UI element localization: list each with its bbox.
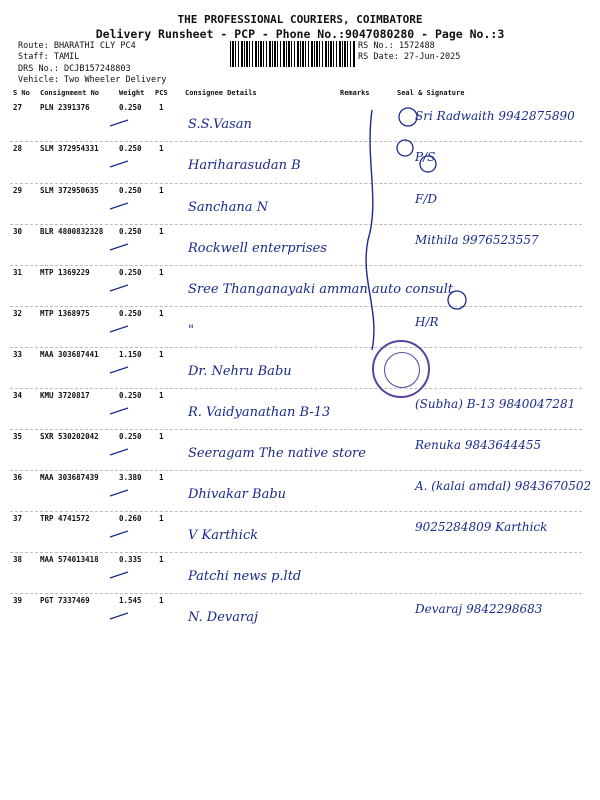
- check-mark-icon: [108, 401, 132, 411]
- check-mark-icon: [108, 360, 132, 370]
- rs-number: RS No.: 1572488: [358, 41, 435, 51]
- weight-cell: 0.250: [119, 432, 142, 441]
- column-header-signature: Seal & Signature: [397, 89, 465, 97]
- pcs-cell: 1: [159, 432, 164, 441]
- row-divider: [10, 183, 582, 184]
- check-mark-icon: [108, 483, 132, 493]
- consignee-handwriting: Dr. Nehru Babu: [188, 364, 292, 379]
- consignee-handwriting: R. Vaidyanathan B-13: [188, 405, 331, 420]
- row-divider: [10, 265, 582, 266]
- check-mark-icon: [108, 319, 132, 329]
- consignment-cell: KMU 3720817: [40, 391, 90, 400]
- column-header-sno: S No: [13, 89, 30, 97]
- pcs-cell: 1: [159, 391, 164, 400]
- consignee-handwriting: S.S.Vasan: [188, 117, 252, 132]
- drs-label: DRS No.: DCJB157248803: [18, 64, 131, 74]
- consignee-handwriting: ": [188, 323, 194, 338]
- consignee-handwriting: Rockwell enterprises: [188, 241, 327, 256]
- signature-handwriting: 9025284809 Karthick: [415, 520, 548, 534]
- consignment-cell: MTP 1369229: [40, 268, 90, 277]
- weight-cell: 0.250: [119, 144, 142, 153]
- pcs-cell: 1: [159, 350, 164, 359]
- pcs-cell: 1: [159, 596, 164, 605]
- consignee-handwriting: Sree Thanganayaki amman auto consult: [188, 282, 454, 297]
- pcs-cell: 1: [159, 186, 164, 195]
- sno-cell: 29: [13, 186, 23, 195]
- sno-cell: 38: [13, 555, 23, 564]
- runsheet-title: THE PROFESSIONAL COURIERS, COIMBATORE: [177, 13, 423, 26]
- sno-cell: 37: [13, 514, 23, 523]
- consignee-handwriting: V Karthick: [188, 528, 259, 543]
- consignment-cell: MAA 574013418: [40, 555, 99, 564]
- consignee-handwriting: Seeragam The native store: [188, 446, 366, 461]
- consignment-cell: SLM 372954331: [40, 144, 99, 153]
- consignee-handwriting: Sanchana N: [188, 200, 269, 215]
- row-divider: [10, 470, 582, 471]
- weight-cell: 0.335: [119, 555, 142, 564]
- consignment-cell: MAA 303687439: [40, 473, 99, 482]
- weight-cell: 0.260: [119, 514, 142, 523]
- check-mark-icon: [108, 113, 132, 123]
- signature-handwriting: F/D: [415, 192, 437, 206]
- row-divider: [10, 141, 582, 142]
- column-header-pcs: PCS: [155, 89, 168, 97]
- pcs-cell: 1: [159, 514, 164, 523]
- check-mark-icon: [108, 154, 132, 164]
- column-header-consignee: Consignee Details: [185, 89, 257, 97]
- check-mark-icon: [108, 524, 132, 534]
- signature-handwriting: Sri Radwaith 9942875890: [415, 109, 575, 123]
- signature-handwriting: H/R: [415, 315, 439, 329]
- signature-handwriting: (Subha) B-13 9840047281: [415, 397, 576, 411]
- weight-cell: 0.250: [119, 309, 142, 318]
- row-divider: [10, 552, 582, 553]
- pcs-cell: 1: [159, 103, 164, 112]
- column-header-consignment: Consignment No: [40, 89, 100, 97]
- check-mark-icon: [108, 565, 132, 575]
- consignee-handwriting: Dhivakar Babu: [188, 487, 287, 502]
- consignment-cell: MTP 1368975: [40, 309, 90, 318]
- row-divider: [10, 347, 582, 348]
- rs-date: RS Date: 27-Jun-2025: [358, 52, 461, 62]
- vehicle-label: Vehicle: Two Wheeler Delivery: [18, 75, 167, 85]
- weight-cell: 1.150: [119, 350, 142, 359]
- barcode: [230, 41, 355, 67]
- check-mark-icon: [108, 237, 132, 247]
- pcs-cell: 1: [159, 309, 164, 318]
- pcs-cell: 1: [159, 473, 164, 482]
- sno-cell: 27: [13, 103, 23, 112]
- staff-label: Staff: TAMIL: [18, 52, 80, 62]
- pcs-cell: 1: [159, 227, 164, 236]
- weight-cell: 0.250: [119, 227, 142, 236]
- consignment-cell: MAA 303687441: [40, 350, 99, 359]
- sno-cell: 34: [13, 391, 23, 400]
- sno-cell: 36: [13, 473, 23, 482]
- row-divider: [10, 511, 582, 512]
- pcs-cell: 1: [159, 555, 164, 564]
- signature-handwriting: A. (kalai amdal) 9843670502: [415, 479, 592, 493]
- pcs-cell: 1: [159, 144, 164, 153]
- consignee-handwriting: Patchi news p.ltd: [188, 569, 302, 584]
- check-mark-icon: [108, 278, 132, 288]
- column-header-weight: Weight: [119, 89, 145, 97]
- sno-cell: 33: [13, 350, 23, 359]
- sno-cell: 32: [13, 309, 23, 318]
- consignment-cell: TRP 4741572: [40, 514, 90, 523]
- sno-cell: 39: [13, 596, 23, 605]
- signature-handwriting: P/S: [415, 150, 436, 164]
- row-divider: [10, 593, 582, 594]
- consignment-cell: PLN 2391376: [40, 103, 90, 112]
- sno-cell: 28: [13, 144, 23, 153]
- sno-cell: 30: [13, 227, 23, 236]
- weight-cell: 3.380: [119, 473, 142, 482]
- pcs-cell: 1: [159, 268, 164, 277]
- company-seal-stamp: [372, 340, 430, 398]
- consignee-handwriting: Hariharasudan B: [188, 158, 301, 173]
- consignment-cell: SLM 372950635: [40, 186, 99, 195]
- consignment-cell: PGT 7337469: [40, 596, 90, 605]
- row-divider: [10, 388, 582, 389]
- weight-cell: 0.250: [119, 186, 142, 195]
- consignment-cell: SXR 530202042: [40, 432, 99, 441]
- signature-handwriting: Devaraj 9842298683: [415, 602, 543, 616]
- signature-handwriting: Mithila 9976523557: [415, 233, 539, 247]
- route-label: Route: BHARATHI CLY PC4: [18, 41, 136, 51]
- signature-handwriting: Renuka 9843644455: [415, 438, 542, 452]
- consignee-handwriting: N. Devaraj: [188, 610, 259, 625]
- check-mark-icon: [108, 442, 132, 452]
- row-divider: [10, 306, 582, 307]
- row-divider: [10, 224, 582, 225]
- row-divider: [10, 429, 582, 430]
- weight-cell: 0.250: [119, 268, 142, 277]
- runsheet-subtitle: Delivery Runsheet - PCP - Phone No.:9047080280 - Page No.:3: [95, 27, 505, 41]
- weight-cell: 0.250: [119, 391, 142, 400]
- weight-cell: 0.250: [119, 103, 142, 112]
- sno-cell: 31: [13, 268, 23, 277]
- weight-cell: 1.545: [119, 596, 142, 605]
- sno-cell: 35: [13, 432, 23, 441]
- column-header-remarks: Remarks: [340, 89, 370, 97]
- consignment-cell: BLR 4800832328: [40, 227, 104, 236]
- check-mark-icon: [108, 606, 132, 616]
- check-mark-icon: [108, 196, 132, 206]
